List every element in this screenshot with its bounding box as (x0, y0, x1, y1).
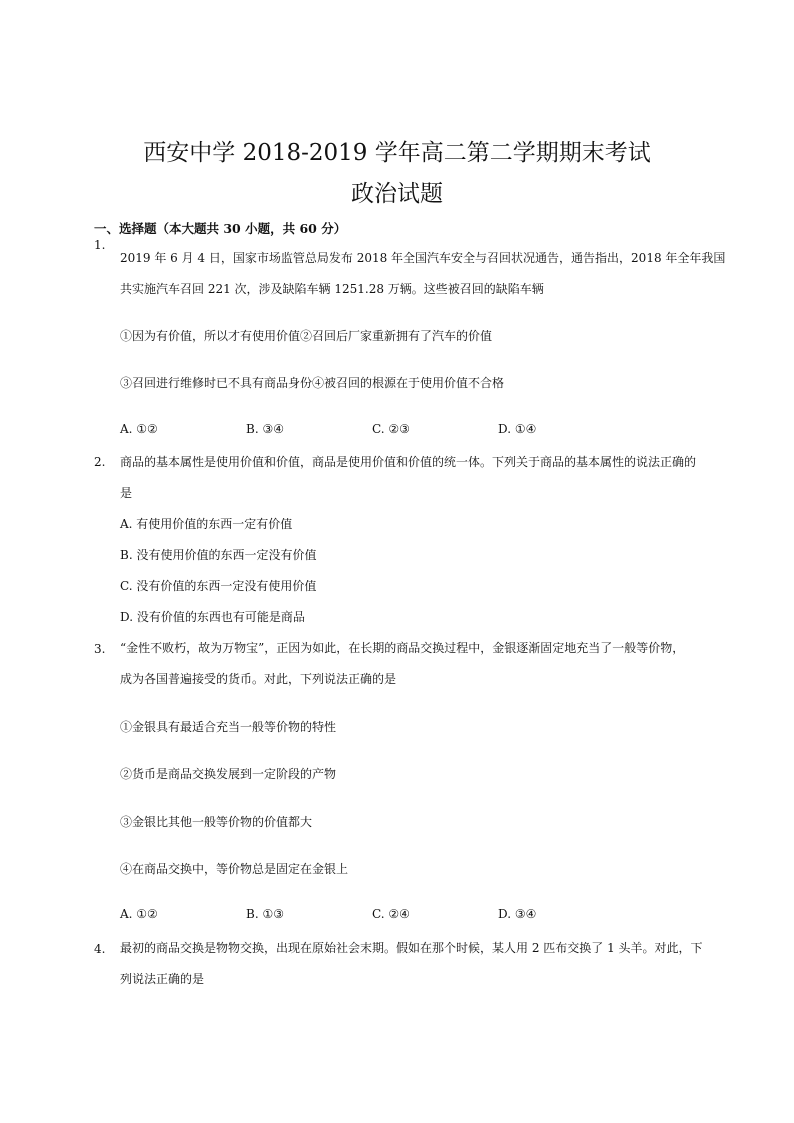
option-b[interactable]: B. ①③ (246, 907, 284, 921)
option-d[interactable]: D. ①④ (498, 422, 537, 436)
option-a[interactable]: A. ①② (120, 907, 158, 921)
option-d[interactable]: D. ③④ (498, 907, 537, 921)
exam-subtitle: 政治试题 (351, 181, 443, 207)
option-b[interactable]: B. ③④ (246, 422, 284, 436)
question-number: 2. (94, 455, 106, 469)
question-stem-line: 列说法正确的是 (120, 972, 205, 986)
question-number: 1. (94, 238, 106, 252)
question-statement: ①因为有价值，所以才有使用价值②召回后厂家重新拥有了汽车的价值 (120, 329, 493, 343)
question-statement: ③召回进行维修时已不具有商品身份④被召回的根源在于使用价值不合格 (120, 376, 505, 390)
question-number: 4. (94, 942, 106, 956)
question-statement: ④在商品交换中，等价物总是固定在金银上 (120, 862, 349, 876)
question-stem-line: 2019 年 6 月 4 日，国家市场监管总局发布 2018 年全国汽车安全与召回状况通告，通告指出，2018 年全年我国 (120, 251, 726, 265)
question-number: 3. (94, 642, 106, 656)
question-stem-line: 商品的基本属性是使用价值和价值，商品是使用价值和价值的统一体。下列关于商品的基本属性的说法正确的 (120, 455, 697, 469)
question-stem-line: “金性不败朽，故为万物宝”，正因为如此，在长期的商品交换过程中，金银逐渐固定地充当了一般等价物， (120, 641, 685, 655)
question-statement: ①金银具有最适合充当一般等价物的特性 (120, 720, 337, 734)
option-c[interactable]: C. 没有价值的东西一定没有使用价值 (120, 579, 317, 593)
option-a[interactable]: A. ①② (120, 422, 158, 436)
option-a[interactable]: A. 有使用价值的东西一定有价值 (120, 517, 293, 531)
question-statement: ③金银比其他一般等价物的价值都大 (120, 815, 313, 829)
question-statement: ②货币是商品交换发展到一定阶段的产物 (120, 767, 337, 781)
option-c[interactable]: C. ②④ (372, 907, 410, 921)
option-b[interactable]: B. 没有使用价值的东西一定没有价值 (120, 548, 317, 562)
question-stem-line: 是 (120, 486, 133, 500)
exam-title: 西安中学 2018-2019 学年高二第二学期期末考试 (143, 140, 651, 166)
question-stem-line: 共实施汽车召回 221 次，涉及缺陷车辆 1251.28 万辆。这些被召回的缺陷车辆 (120, 282, 544, 296)
option-d[interactable]: D. 没有价值的东西也有可能是商品 (120, 610, 305, 624)
option-c[interactable]: C. ②③ (372, 422, 410, 436)
question-stem-line: 最初的商品交换是物物交换，出现在原始社会末期。假如在那个时候，某人用 2 匹布交换了 1 头羊。对此，下 (120, 941, 703, 955)
question-stem-line: 成为各国普遍接受的货币。对此，下列说法正确的是 (120, 672, 397, 686)
section-heading: 一、选择题（本大题共 30 小题，共 60 分） (94, 221, 347, 236)
